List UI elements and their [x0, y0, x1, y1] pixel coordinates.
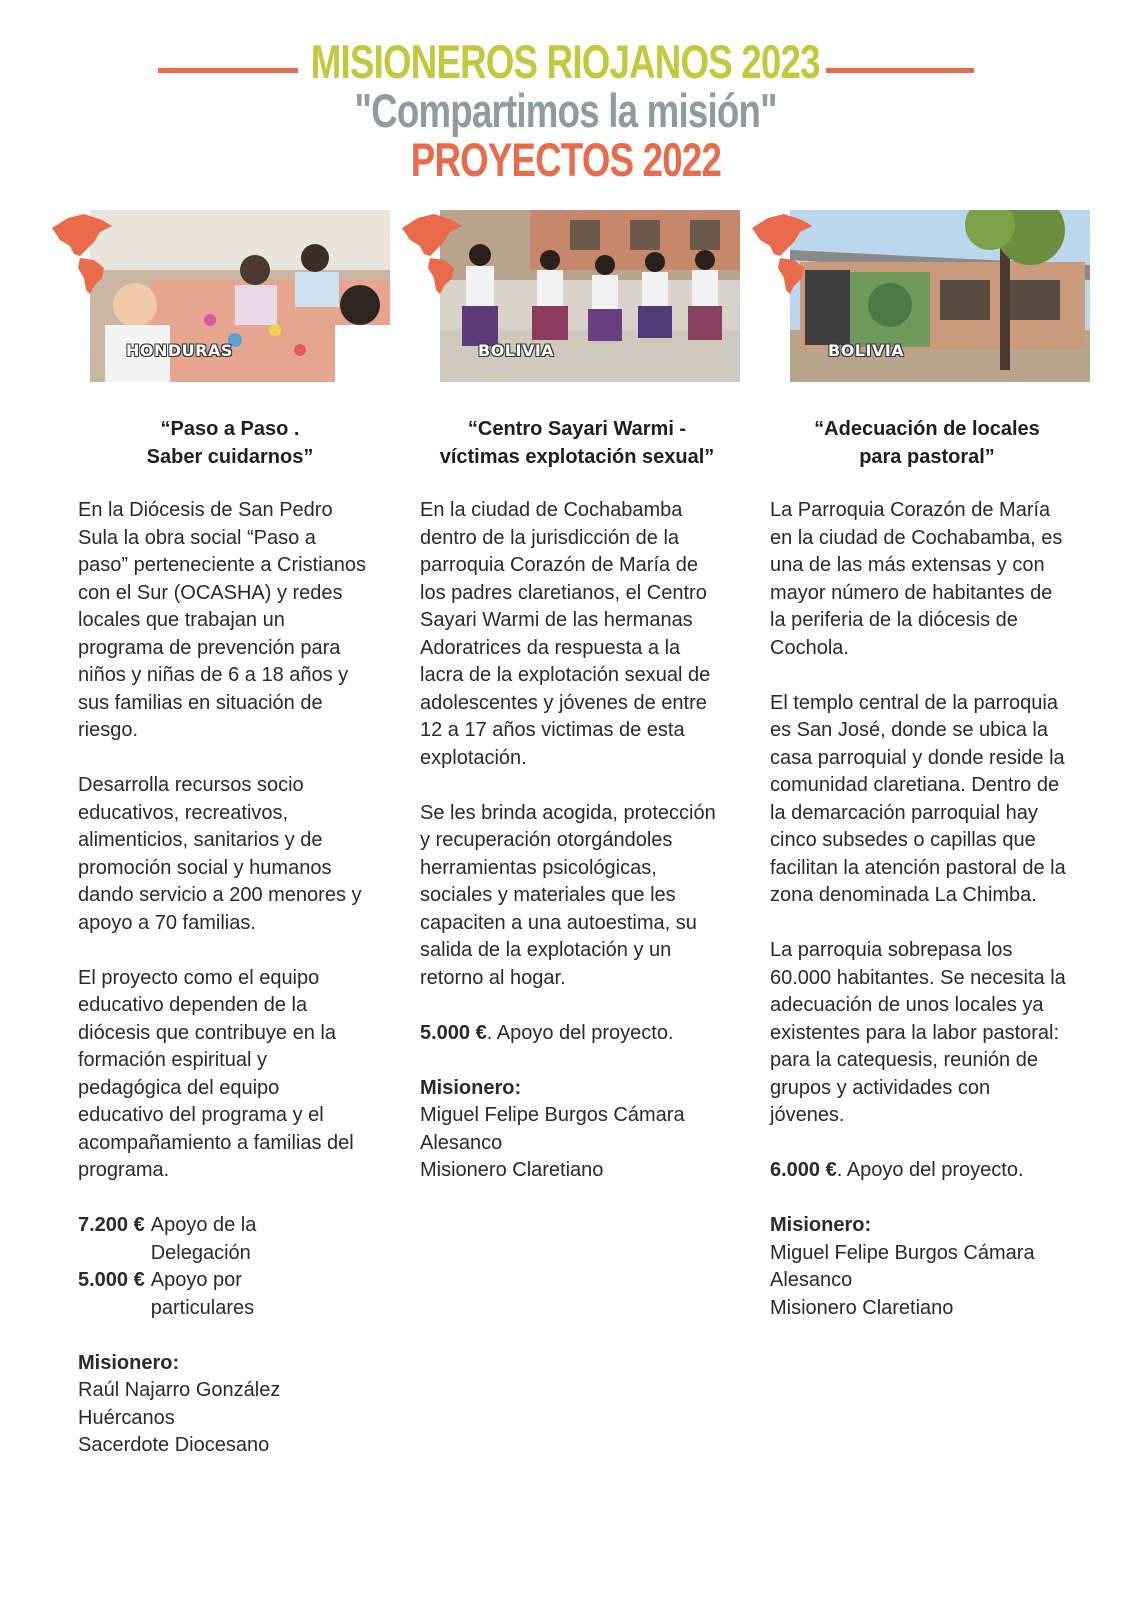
- project-photo-block: [50, 210, 370, 382]
- project-title: [50, 415, 380, 471]
- project-column-adecuacion-locales: [750, 210, 1070, 1322]
- project-title: [400, 415, 732, 471]
- project-paragraph: En la Diócesis de San Pedro Sula la obra social “Paso a paso” perteneciente a Cristianos con el Sur (OCASHA) y redes locales que trabajan un programa de prevención para niños y niñas de 6 a 18 años y sus familias en situación de riesgo.: [78, 499, 366, 741]
- funding-row: [78, 1267, 370, 1322]
- missionary-name: Miguel Felipe Burgos Cámara: [420, 1104, 685, 1126]
- project-paragraph: El templo central de la parroquia es San José, donde se ubica la casa parroquial y donde reside la comunidad claretiana. Dentro de la demarcación parroquial hay cinco subsedes o capillas que facilitan la atención pastoral de la zona denominada La Chimba.: [770, 691, 1066, 906]
- funding-amount: 7.200 €: [78, 1214, 145, 1236]
- funding-description: . Apoyo del proyecto.: [836, 1159, 1024, 1181]
- country-label: BOLIVIA: [828, 341, 905, 360]
- project-photo-dancing-girls: [440, 210, 740, 382]
- page-header: [0, 35, 1131, 186]
- project-description: [400, 497, 720, 1185]
- project-title-line1: “Adecuación de locales: [814, 418, 1040, 440]
- project-paragraph: El proyecto como el equipo educativo dependen de la diócesis que contribuye en la formación espiritual y pedagógica del equipo educativo del programa y el acompañamiento a familias del programa.: [78, 966, 354, 1181]
- project-photo-children-crafts: [90, 210, 390, 382]
- funding-amount: 6.000 €: [770, 1159, 837, 1181]
- funding-line: [420, 1020, 720, 1048]
- funding-amount: 5.000 €: [420, 1021, 487, 1044]
- project-photo-block: [400, 210, 720, 382]
- title-main: MISIONEROS RIOJANOS 2023: [311, 35, 820, 88]
- project-photo-parish-building: [790, 210, 1090, 382]
- project-title: [750, 415, 1082, 471]
- funding-description: Apoyo de la Delegación: [150, 1214, 257, 1264]
- funding-row: [78, 1212, 370, 1267]
- project-paragraph: La Parroquia Corazón de María en la ciudad de Cochabamba, es una de las más extensas y con mayor número de habitantes de la periferia de la diócesis de Cochola.: [770, 499, 1063, 659]
- funding-description: . Apoyo del proyecto.: [486, 1021, 674, 1044]
- missionary-role: Misionero Claretiano: [770, 1296, 954, 1319]
- funding-amount: 5.000 €: [78, 1269, 145, 1291]
- project-title-line1: “Centro Sayari Warmi -: [467, 418, 687, 440]
- missionary-name: Miguel Felipe Burgos Cámara: [770, 1241, 1035, 1264]
- project-paragraph: La parroquia sobrepasa los 60.000 habitantes. Se necesita la adecuación de unos locales ya existentes para la labor pastoral: para la catequesis, reunión de grupos y actividades con jóvenes.: [770, 939, 1066, 1126]
- project-paragraph: En la ciudad de Cochabamba dentro de la jurisdicción de la parroquia Corazón de María de los padres claretianos, el Centro Sayari Warmi de las hermanas Adoratrices da respuesta a la lacra de la explotación sexual de adolescentes y jóvenes de entre 12 a 17 años victimas de esta explotación.: [420, 499, 711, 769]
- country-label: HONDURAS: [126, 341, 233, 360]
- project-description: [50, 497, 370, 1460]
- project-title-line2: víctimas explotación sexual”: [439, 446, 715, 468]
- project-description: [750, 497, 1070, 1322]
- title-projects-year: PROYECTOS 2022: [410, 133, 721, 186]
- project-paragraph: Se les brinda acogida, protección y recuperación otorgándoles herramientas psicológicas, sociales y materiales que les capaciten a una autoestima, su salida de la explotación y un retorno al hogar.: [420, 801, 716, 989]
- missionary-label: Misionero:: [78, 1351, 180, 1374]
- americas-map-icon: [50, 212, 116, 294]
- country-label: BOLIVIA: [478, 341, 555, 360]
- project-paragraph: Desarrolla recursos socio educativos, recreativos, alimenticios, sanitarios y de promoción social y humanos dando servicio a 200 menores y apoyo a 70 familias.: [78, 774, 362, 934]
- project-column-honduras: [50, 210, 370, 1460]
- missionary-label: Misionero:: [770, 1214, 872, 1236]
- missionary-name: Raúl Najarro González: [78, 1379, 281, 1401]
- funding-description: Apoyo por particulares: [150, 1269, 255, 1319]
- missionary-town: Huércanos: [78, 1406, 175, 1429]
- missionary-town: Alesanco: [770, 1269, 853, 1291]
- americas-map-icon: [400, 212, 466, 294]
- project-column-sayari-warmi: [400, 210, 720, 1185]
- missionary-label: Misionero:: [420, 1076, 522, 1099]
- project-photo-block: [750, 210, 1070, 382]
- missionary-role: Sacerdote Diocesano: [78, 1434, 270, 1456]
- project-title-line2: Saber cuidarnos”: [146, 446, 314, 468]
- funding-line: [770, 1157, 1070, 1185]
- missionary-role: Misionero Claretiano: [420, 1159, 604, 1181]
- project-title-line2: para pastoral”: [859, 446, 995, 468]
- americas-map-icon: [750, 212, 816, 294]
- project-title-line1: “Paso a Paso .: [160, 418, 300, 440]
- title-slogan: "Compartimos la misión": [354, 84, 777, 137]
- missionary-town: Alesanco: [420, 1131, 503, 1154]
